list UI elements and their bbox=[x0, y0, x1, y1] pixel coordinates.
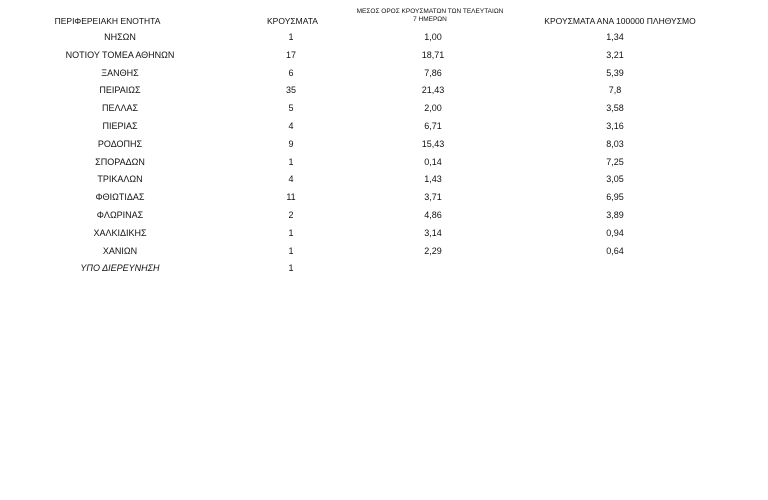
cases-cell: 5 bbox=[288, 103, 294, 114]
avg-cell: 1,43 bbox=[424, 174, 442, 185]
per-100k-cell: 1,34 bbox=[606, 32, 624, 42]
region-cell: ΠΙΕΡΙΑΣ bbox=[102, 120, 138, 131]
table-row bbox=[0, 66, 768, 84]
region-cell: ΧΑΝΙΩΝ bbox=[102, 245, 138, 256]
header-avg-7days: ΜΕΣΟΣ ΟΡΟΣ ΚΡΟΥΣΜΑΤΩΝ ΤΩΝ ΤΕΛΕΥΤΑΙΩΝ 7 ΗΜΕΡΩΝ bbox=[356, 8, 504, 23]
avg-cell: 21,43 bbox=[421, 85, 445, 96]
cases-cell: 6 bbox=[288, 67, 294, 78]
region-cell: ΞΑΝΘΗΣ bbox=[101, 67, 139, 78]
avg-cell: 3,14 bbox=[424, 227, 442, 238]
cases-cell: 1 bbox=[288, 263, 294, 274]
avg-cell: 2,00 bbox=[424, 103, 442, 114]
header-region: ΠΕΡΙΦΕΡΕΙΑΚΗ ΕΝΟΤΗΤΑ bbox=[54, 16, 161, 26]
per-100k-cell: 0,94 bbox=[606, 227, 624, 238]
per-100k-cell: 7,25 bbox=[606, 156, 624, 167]
table-row bbox=[0, 155, 768, 173]
avg-cell: 18,71 bbox=[421, 49, 445, 60]
cases-cell: 2 bbox=[288, 209, 294, 220]
cases-cell: 35 bbox=[285, 85, 296, 96]
per-100k-cell: 5,39 bbox=[606, 67, 624, 78]
table-row bbox=[0, 119, 768, 137]
avg-cell: 1,00 bbox=[424, 32, 442, 42]
table-row bbox=[0, 137, 768, 155]
per-100k-cell: 6,95 bbox=[606, 192, 624, 203]
table-row bbox=[0, 101, 768, 119]
table-row bbox=[0, 83, 768, 101]
region-cell: ΣΠΟΡΑΔΩΝ bbox=[95, 156, 145, 167]
region-cell: ΦΛΩΡΙΝΑΣ bbox=[96, 209, 144, 220]
per-100k-cell: 3,16 bbox=[606, 120, 624, 131]
table-body bbox=[0, 30, 768, 279]
cases-cell: 1 bbox=[288, 227, 294, 238]
cases-cell: 1 bbox=[288, 32, 294, 42]
per-100k-cell: 3,21 bbox=[606, 49, 624, 60]
region-cell: ΝΗΣΩΝ bbox=[104, 32, 136, 42]
table-row bbox=[0, 172, 768, 190]
region-cell: ΡΟΔΟΠΗΣ bbox=[97, 138, 143, 149]
header-cases: ΚΡΟΥΣΜΑΤΑ bbox=[267, 16, 318, 26]
cases-cell: 17 bbox=[285, 49, 296, 60]
cases-cell: 1 bbox=[288, 156, 294, 167]
region-cell: ΠΕΙΡΑΙΩΣ bbox=[99, 85, 141, 96]
per-100k-cell: 0,64 bbox=[606, 245, 624, 256]
cases-cell: 4 bbox=[288, 120, 294, 131]
region-cell: ΝΟΤΙΟΥ ΤΟΜΕΑ ΑΘΗΝΩΝ bbox=[65, 49, 175, 60]
table-row bbox=[0, 48, 768, 66]
cases-cell: 11 bbox=[286, 192, 296, 203]
table-row bbox=[0, 261, 768, 279]
table-row bbox=[0, 226, 768, 244]
avg-cell: 0,14 bbox=[424, 156, 442, 167]
per-100k-cell: 8,03 bbox=[606, 138, 624, 149]
region-cell: ΦΘΙΩΤΙΔΑΣ bbox=[95, 192, 145, 203]
region-cell: ΧΑΛΚΙΔΙΚΗΣ bbox=[93, 227, 147, 238]
avg-cell: 3,71 bbox=[424, 192, 442, 203]
avg-cell: 4,86 bbox=[424, 209, 442, 220]
table-row bbox=[0, 244, 768, 262]
cases-cell: 4 bbox=[288, 174, 294, 185]
avg-cell: 7,86 bbox=[424, 67, 442, 78]
cases-cell: 1 bbox=[288, 245, 294, 256]
per-100k-cell: 3,58 bbox=[606, 103, 624, 114]
region-cell: ΠΕΛΛΑΣ bbox=[101, 103, 139, 114]
header-per-100k: ΚΡΟΥΣΜΑΤΑ ΑΝΑ 100000 ΠΛΗΘΥΣΜΟ bbox=[544, 16, 696, 26]
region-cell: ΥΠΟ ΔΙΕΡΕΥΝΗΣΗ bbox=[80, 263, 160, 274]
region-cell: ΤΡΙΚΑΛΩΝ bbox=[97, 174, 143, 185]
per-100k-cell: 7,8 bbox=[608, 85, 622, 96]
avg-cell: 2,29 bbox=[424, 245, 442, 256]
table-row bbox=[0, 208, 768, 226]
per-100k-cell: 3,89 bbox=[606, 209, 624, 220]
avg-cell: 6,71 bbox=[424, 120, 442, 131]
per-100k-cell: 3,05 bbox=[606, 174, 624, 185]
avg-cell: 15,43 bbox=[421, 138, 445, 149]
cases-cell: 9 bbox=[288, 138, 294, 149]
table-row bbox=[0, 30, 768, 48]
table-row bbox=[0, 190, 768, 208]
